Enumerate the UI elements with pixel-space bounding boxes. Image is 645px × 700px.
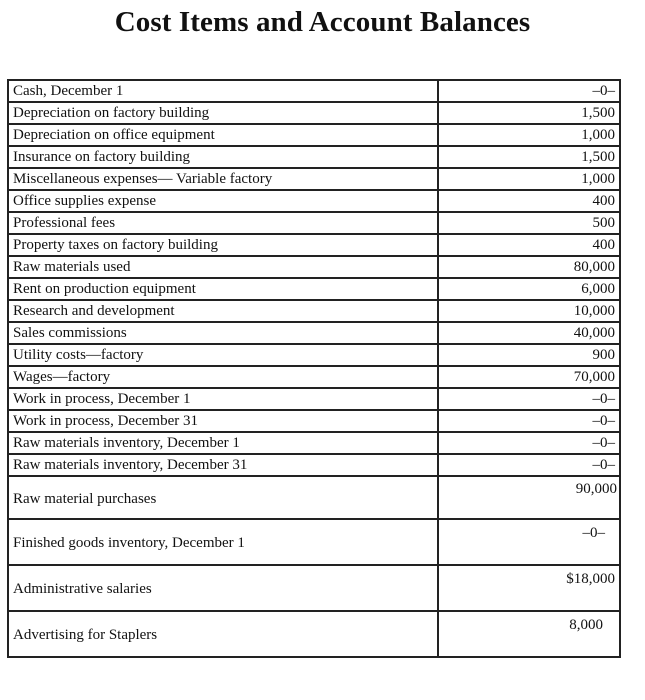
cost-item-amount: 10,000 <box>438 300 620 322</box>
cost-item-label: Wages—factory <box>8 366 438 388</box>
table-row <box>8 256 620 278</box>
table-row <box>8 388 620 410</box>
cost-item-amount: 70,000 <box>438 366 620 388</box>
cost-item-label: Office supplies expense <box>8 190 438 212</box>
cost-item-label: Raw materials inventory, December 1 <box>8 432 438 454</box>
cost-item-amount: 500 <box>438 212 620 234</box>
cost-item-amount: 1,500 <box>438 102 620 124</box>
table-row <box>8 234 620 256</box>
table-row <box>8 278 620 300</box>
cost-item-label: Work in process, December 31 <box>8 410 438 432</box>
cost-item-amount: 1,000 <box>438 168 620 190</box>
table-row <box>8 476 620 519</box>
cost-item-label: Cash, December 1 <box>8 80 438 102</box>
cost-item-label: Depreciation on office equipment <box>8 124 438 146</box>
table-row <box>8 519 620 565</box>
cost-items-table <box>7 79 621 658</box>
table-row <box>8 212 620 234</box>
cost-item-label: Depreciation on factory building <box>8 102 438 124</box>
cost-item-amount: 6,000 <box>438 278 620 300</box>
cost-item-label: Property taxes on factory building <box>8 234 438 256</box>
cost-item-amount: –0– <box>438 454 620 476</box>
table-row <box>8 410 620 432</box>
cost-item-label: Rent on production equipment <box>8 278 438 300</box>
table-row <box>8 565 620 611</box>
table-row <box>8 300 620 322</box>
cost-item-amount: –0– <box>438 388 620 410</box>
cost-item-amount: –0– <box>438 410 620 432</box>
cost-item-amount: 8,000 <box>438 611 620 657</box>
cost-item-amount: –0– <box>438 432 620 454</box>
cost-item-label: Miscellaneous expenses— Variable factory <box>8 168 438 190</box>
cost-item-amount: 80,000 <box>438 256 620 278</box>
cost-item-amount: 400 <box>438 234 620 256</box>
table-row <box>8 190 620 212</box>
page-title: Cost Items and Account Balances <box>114 6 531 38</box>
cost-item-amount: –0– <box>438 80 620 102</box>
cost-item-amount: 90,000 <box>438 476 620 519</box>
table-row <box>8 168 620 190</box>
cost-item-amount: 1,500 <box>438 146 620 168</box>
cost-item-label: Research and development <box>8 300 438 322</box>
cost-item-label: Advertising for Staplers <box>8 611 438 657</box>
cost-item-label: Sales commissions <box>8 322 438 344</box>
cost-item-label: Raw materials used <box>8 256 438 278</box>
cost-item-amount: 1,000 <box>438 124 620 146</box>
table-row <box>8 322 620 344</box>
cost-item-label: Insurance on factory building <box>8 146 438 168</box>
cost-item-amount: 40,000 <box>438 322 620 344</box>
cost-item-label: Professional fees <box>8 212 438 234</box>
table-row <box>8 432 620 454</box>
cost-item-amount: –0– <box>438 519 620 565</box>
cost-item-amount: 400 <box>438 190 620 212</box>
table-row <box>8 124 620 146</box>
table-row <box>8 454 620 476</box>
cost-item-amount: 900 <box>438 344 620 366</box>
cost-item-label: Utility costs—factory <box>8 344 438 366</box>
table-row <box>8 80 620 102</box>
cost-item-label: Work in process, December 1 <box>8 388 438 410</box>
table-row <box>8 146 620 168</box>
cost-item-label: Raw material purchases <box>8 476 438 519</box>
table-row <box>8 102 620 124</box>
table-row <box>8 611 620 657</box>
cost-item-label: Finished goods inventory, December 1 <box>8 519 438 565</box>
cost-item-amount: $18,000 <box>438 565 620 611</box>
cost-item-label: Raw materials inventory, December 31 <box>8 454 438 476</box>
cost-item-label: Administrative salaries <box>8 565 438 611</box>
table-row <box>8 344 620 366</box>
table-row <box>8 366 620 388</box>
